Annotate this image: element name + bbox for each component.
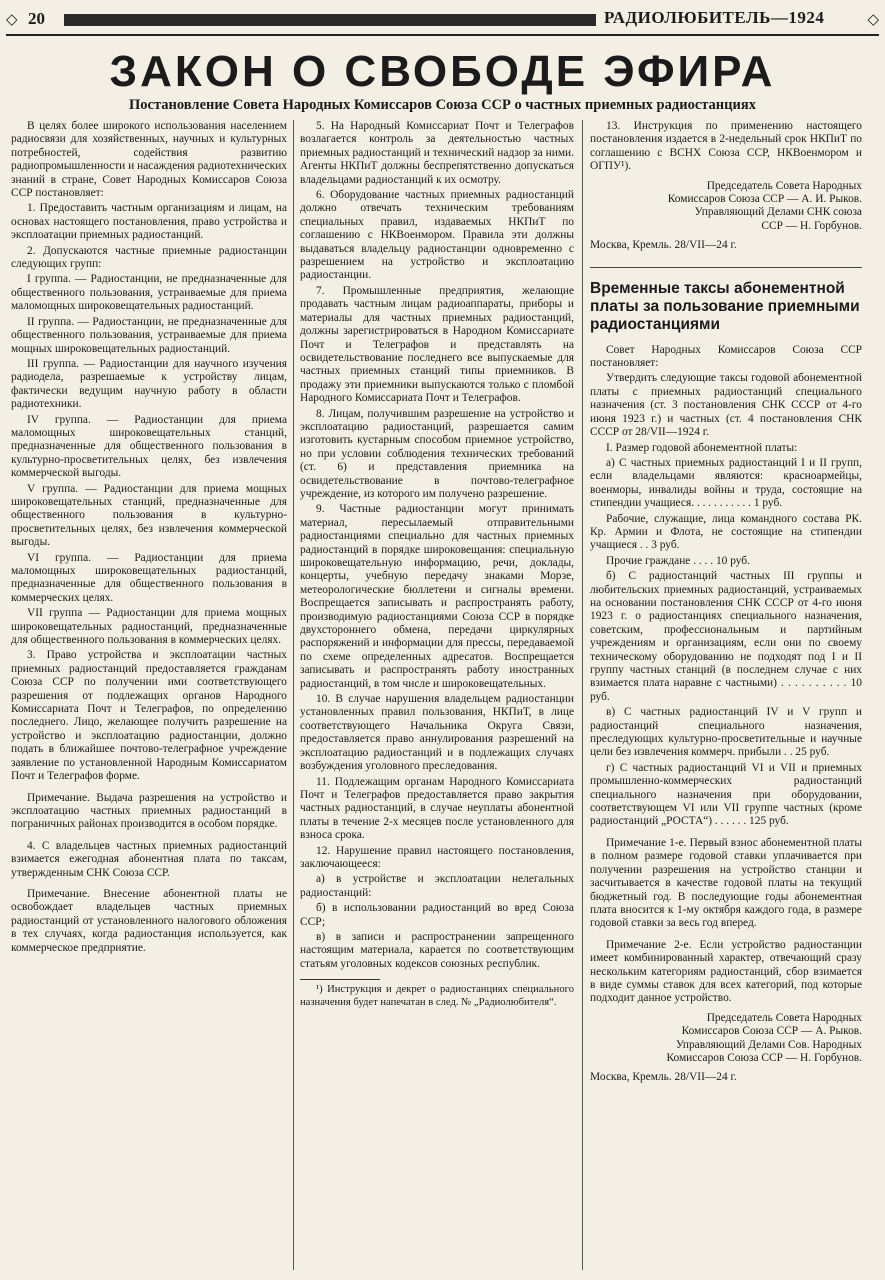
signature-line: Комиссаров Союза ССР — Н. Горбунов. [666,1051,862,1064]
header-bar [64,14,596,26]
article-title: ЗАКОН О СВОБОДЕ ЭФИРА [109,47,776,96]
tariff-item: Прочие граждане . . . . 10 руб. [606,554,750,567]
diamond-left-icon: ◇ [6,12,18,28]
paragraph: Совет Народных Комиссаров Союза ССР постановляет: [590,343,862,370]
journal-title: РАДИОЛЮБИТЕЛЬ—1924 [604,8,825,27]
article-subtitle: Постановление Совета Народных Комиссаров Союза ССР о частных приемных радиостанциях [129,97,756,113]
group-paragraph: III группа. — Радиостанции для научного изучения радиодела, разрешаемые к устройству лицам, фактически ведущим научную работу в области радиотехники. [11,357,287,411]
paragraph: 9. Частные радиостанции могут принимать материал, пересылаемый отправительными радиостанциями специально для частных приемных радиостанций в порядке широковещания: специальную широковещательную информацию, речи, доклады, концерты, учебную передачу знаками Морзе, метеорологические бюллетени и сигналы времени. Воспрещается записывать и распространять работу, производимую радиостанциями Союза ССР в порядке двухстороннего обмена, передачи циркулярных распоряжений и информации для прессы, передаваемой по схеме определенных адресатов. Воспрещается записывать и распространять работу иностранных радиостанций, в том числе и широковещательных. [300,503,574,690]
signature-line: Председатель Совета Народных [706,179,862,192]
paragraph: а) в устройстве и эксплоатации нелегальных радиостанций: [300,873,574,899]
paragraph: 10. В случае нарушения владельцем радиостанции установленных правил пользования, НКПиТ, в лице соответствующего Начальника Округа Связи, предоставляется право аннулирования разрешений на эксплоатацию радиостанций и в подлежащих случаях возбуждения уголовного преследования. [300,693,574,773]
signature-block [590,180,862,234]
paragraph: 6. Оборудование частных приемных радиостанций должно отвечать техническим требованиям специальных правил, издаваемых НКПиТ по соглашению с НКВоенмором. Правила эти должны выдаваться владельцу радиостанции одновременно с разрешением на устройство и эксплоатацию радиостанции. [300,189,574,282]
tariff-item: Рабочие, служащие, лица командного состава РК. Кр. Армии и Флота, не состоящие на стипендии учащиеся . . 3 руб. [590,512,862,552]
column-divider [293,120,294,1270]
paragraph: Утвердить следующие таксы годовой абонементной платы с приемных радиостанций специального назначения (ст. 3 постановления СНК СССР от 4-го июня 1923 г.) и частных (ст. 4 постановления СНК СССР от 28/VII—1924 г. [590,372,862,439]
footnote [300,984,574,1009]
note-paragraph: Примечание 2-е. Если устройство радиостанции имеет комбинированный характер, отвечающий сразу нескольким категориям радиостанций, сбор взимается в виде суммы ставок для всех категорий, под которые подходит данное устройство. [590,938,862,1005]
header-rule [6,34,879,36]
group-paragraph: VII группа — Радиостанции для приема мощных широковещательных радиостанций, предназначенные для общественного пользования в коммерческих целях. [11,607,287,647]
group-paragraph: II группа. — Радиостанции, не предназначенные для общественного пользования, устраиваемые для приема мощных широковещательных радиостанций. [11,315,287,355]
signature-block [590,1012,862,1066]
signature-line: Комиссаров Союза ССР — А. Рыков. [681,1025,862,1038]
paragraph: 2. Допускаются частные приемные радиостанции следующих групп: [11,244,287,271]
group-paragraph: IV группа. — Радиостанции для приема маломощных широковещательных станций, предназначенные для общественного пользования в культурно-просветительных целях, без извлечения коммерческой выгоды. [11,413,287,480]
paragraph: в) в записи и распространении запрещенного настоящим материала, карается по соответствующим статьям уголовных кодексов союзных республик. [300,930,574,970]
paragraph: 13. Инструкция по применению настоящего постановления издается в 2-недельный срок НКПиТ по соглашению с ВСНХ Союза ССР, НКВоенмором и ОГПУ¹). [590,120,862,173]
signature-line: Председатель Совета Народных [706,1011,862,1024]
signature-line: Комиссаров Союза ССР — А. И. Рыков. [667,193,862,206]
place-date: Москва, Кремль. 28/VII—24 г. [590,1071,737,1084]
footnote-rule [300,979,380,980]
group-paragraph: VI группа. — Радиостанции для приема маломощных широковещательных радиостанций, предназначенные для общественного пользования в коммерческих целях. [11,551,287,604]
column-3 [590,120,862,1272]
paragraph: 3. Право устройства и эксплоатации частных приемных радиостанций предоставляется гражданам Союза ССР по получении ими соответствующего разрешения от подлежащих органов Народного Комиссариата Почт и Телеграфов, по определению последнего. Лицо, желающее получить разрешение на устройство и эксплоатацию радиостанции, должно подать в ближайшее почтово-телеграфное учреждение заявление по установленной Народным Комиссариатом Почт и Телеграфов форме. [11,649,287,783]
page-header [6,8,879,34]
tariff-item: б) С радиостанций частных III группы и любительских приемных радиостанций, устраиваемых на основании постановления СНК СССР от 4-го июня 1923 г. о радиостанциях специального назначения, советским, профессиональным и партийным учреждениям и организациям, если они по своему техническому оборудованию не подходят под I и II группу частных станций (в последнем случае с них взимается плата наравне с частными) . . . . . . . . . . 10 руб. [590,570,862,703]
note-paragraph: Примечание. Выдача разрешения на устройство и эксплоатацию частных приемных радиостанций в пограничных районах производится в особом порядке. [11,791,287,831]
paragraph: I. Размер годовой абонементной платы: [606,441,798,454]
paragraph: 7. Промышленные предприятия, желающие продавать частным лицам радиоаппараты, приборы и материалы для частных приемных радиостанций, должны зарегистрироваться в Народном Комиссариате Почт и Телеграфов и представлять на освидетельствование последнего все выпускаемые для частных приемных станций типы приемников. В продажу эти приемники выпускаются только с пломбой Народного Комиссариата Почт и Телеграфов. [300,284,574,405]
tariff-item: а) С частных приемных радиостанций I и II групп, если владельцами являются: красноармейцы, военморы, инвалиды войны и труда, состоящие на стипендии учащиеся. . . . . . . . . . . 1 руб. [590,456,862,510]
group-paragraph: V группа. — Радиостанции для приема мощных широковещательных станций, предназначенные для общественного пользования в культурно-просветительных целях, без извлечения коммерческой выгоды. [11,482,287,549]
column-divider [582,120,583,1270]
tariff-item: г) С частных радиостанций VI и VII и приемных промышленно-коммерческих радиостанций специального назначения при оборудовании, соответствующем VI или VII группе частных (кроме радиостанций „РОСТА“) . . . . . . 125 руб. [590,761,862,828]
paragraph: 1. Предоставить частным организациям и лицам, на основах настоящего постановления, право устройства и эксплоатации приемных радиостанций. [11,202,287,242]
paragraph: 12. Нарушение правил настоящего постановления, заключающееся: [300,844,574,870]
paragraph: 5. На Народный Комиссариат Почт и Телеграфов возлагается контроль за деятельностью частных приемных радиостанций и технический надзор за ними. Агенты НКПиТ должны беспрепятственно допускаться владельцами радиостанций к их осмотру. [300,120,574,186]
paragraph: В целях более широкого использования населением радиосвязи для хозяйственных, научных и культурных потребностей, содействия развитию радиопромышленности и насаждения радиотехнических знаний в стране, Совет Народных Комиссаров Союза ССР постановляет: [11,120,287,200]
section-heading: Временные таксы абонементной платы за пользование приемными радиостанциями [590,267,862,334]
column-2 [300,120,574,1272]
paragraph: 4. С владельцев частных приемных радиостанций взимается ежегодная абонентная плата по таксам, утвержденным СНК Союза ССР. [11,839,287,879]
tariff-item: в) С частных радиостанций IV и V групп и радиостанций специального назначения, преследующих культурно-просветительные и научные цели без извлечения коммерч. прибыли . . 25 руб. [590,706,862,759]
page-number: 20 [28,9,45,28]
note-paragraph: Примечание. Внесение абонентной платы не освобождает владельцев частных приемных радиостанций от установленного налогового обложения в тех случаях, когда радиостанция используется, как коммерческое предприятие. [11,887,287,954]
group-paragraph: I группа. — Радиостанции, не предназначенные для общественного пользования, устраиваемые для приема маломощных широковещательных радиостанций. [11,273,287,313]
paragraph: 8. Лицам, получившим разрешение на устройство и эксплоатацию радиостанций, разрешается самим изготовить кустарным способом приемное устройство, но при условии соблюдения технических требований (ст. 6) и представления приемника на освидетельствование в почтово-телеграфное учреждение, из которого им получено разрешение. [300,407,574,500]
place-date: Москва, Кремль. 28/VII—24 г. [590,239,737,252]
signature-line: ССР — Н. Горбунов. [761,219,862,232]
footnote-text: ¹) Инструкция и декрет о радиостанциях специального назначения будет напечатан в след. № „Радиолюбителя“. [300,984,574,1008]
signature-line: Управляющий Делами Сов. Народных [675,1038,862,1051]
note-paragraph: Примечание 1-е. Первый взнос абонементной платы в полном размере годовой ставки уплачивается при получении разрешения на устройство станции и засчитывается в качестве годовой платы на текущий бюджетный год. В последующие годы абонементная плата вносится к 1-му октября каждого года, в размере годовой ставки за весь год вперед. [590,836,862,930]
paragraph: 11. Подлежащим органам Народного Комиссариата Почт и Телеграфов предоставляется право закрытия частных радиостанций, в случае неуплаты абонентной платы в течение 2-х месяцев после установленного для взноса срока. [300,775,574,842]
column-1 [11,120,287,1272]
diamond-right-icon: ◇ [867,12,879,28]
paragraph: б) в использовании радиостанций во вред Союза ССР; [300,902,574,928]
signature-line: Управляющий Делами СНК союза [694,206,862,219]
